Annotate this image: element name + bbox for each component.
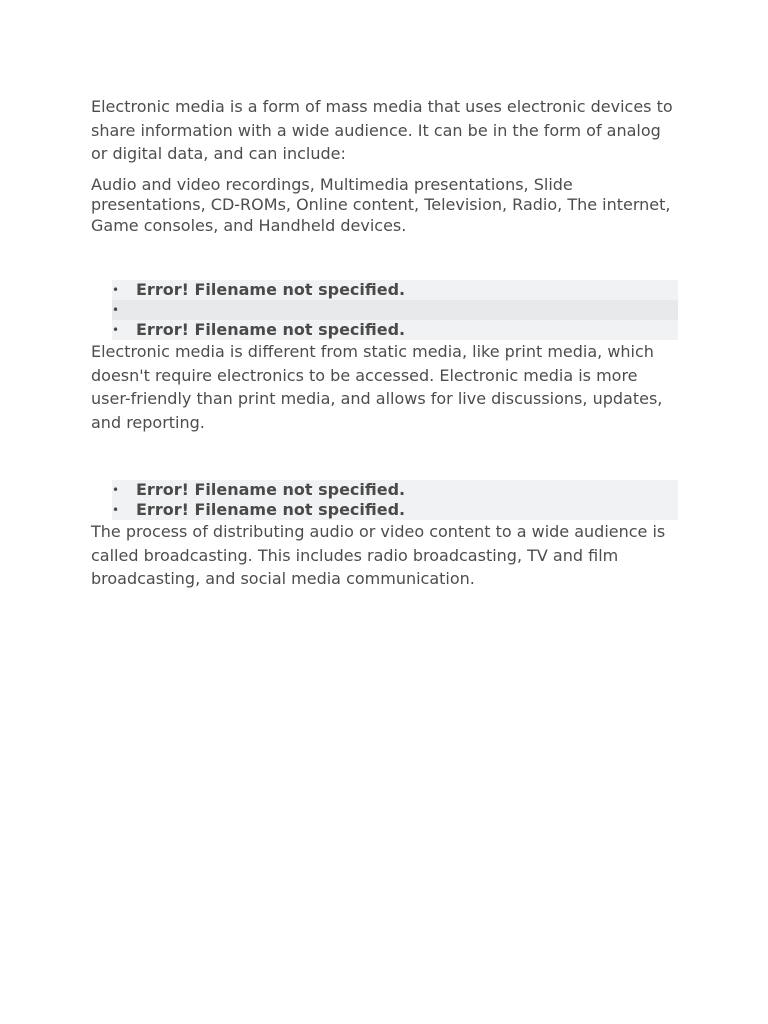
- list-item: [112, 320, 678, 340]
- list-item: [112, 500, 678, 520]
- bullet-icon: •: [112, 503, 120, 517]
- list-item: [112, 480, 678, 500]
- image-error-list-2: [91, 480, 678, 520]
- missing-image-error: Error! Filename not specified.: [136, 500, 406, 519]
- missing-image-error: Error! Filename not specified.: [136, 280, 406, 299]
- intro-paragraph: Electronic media is a form of mass media that uses electronic devices to share information with a wide audience. It can be in the form of analog or digital data, and can include:: [91, 97, 673, 163]
- image-error-list-1: [91, 280, 678, 340]
- list-item: [112, 300, 678, 320]
- spacer: [91, 236, 678, 280]
- bullet-icon: •: [112, 323, 120, 337]
- missing-image-error: Error! Filename not specified.: [136, 320, 406, 339]
- list-item: [112, 280, 678, 300]
- spacer: [91, 434, 678, 480]
- bullet-icon: •: [112, 283, 120, 297]
- media-types-paragraph: Audio and video recordings, Multimedia presentations, Slide presentations, CD-ROMs, Online content, Television, Radio, The internet, Game consoles, and Handheld devices.: [91, 174, 671, 235]
- document-page: [91, 95, 678, 591]
- static-media-paragraph: Electronic media is different from static media, like print media, which doesn't require electronics to be accessed. Electronic media is more user-friendly than print media, and allows for live discussions, updates, and reporting.: [91, 342, 663, 432]
- missing-image-error: Error! Filename not specified.: [136, 480, 406, 499]
- spacer: [91, 166, 678, 175]
- broadcasting-paragraph: The process of distributing audio or video content to a wide audience is called broadcasting. This includes radio broadcasting, TV and film broadcasting, and social media communication.: [91, 522, 666, 588]
- bullet-icon: •: [112, 303, 120, 317]
- bullet-icon: •: [112, 483, 120, 497]
